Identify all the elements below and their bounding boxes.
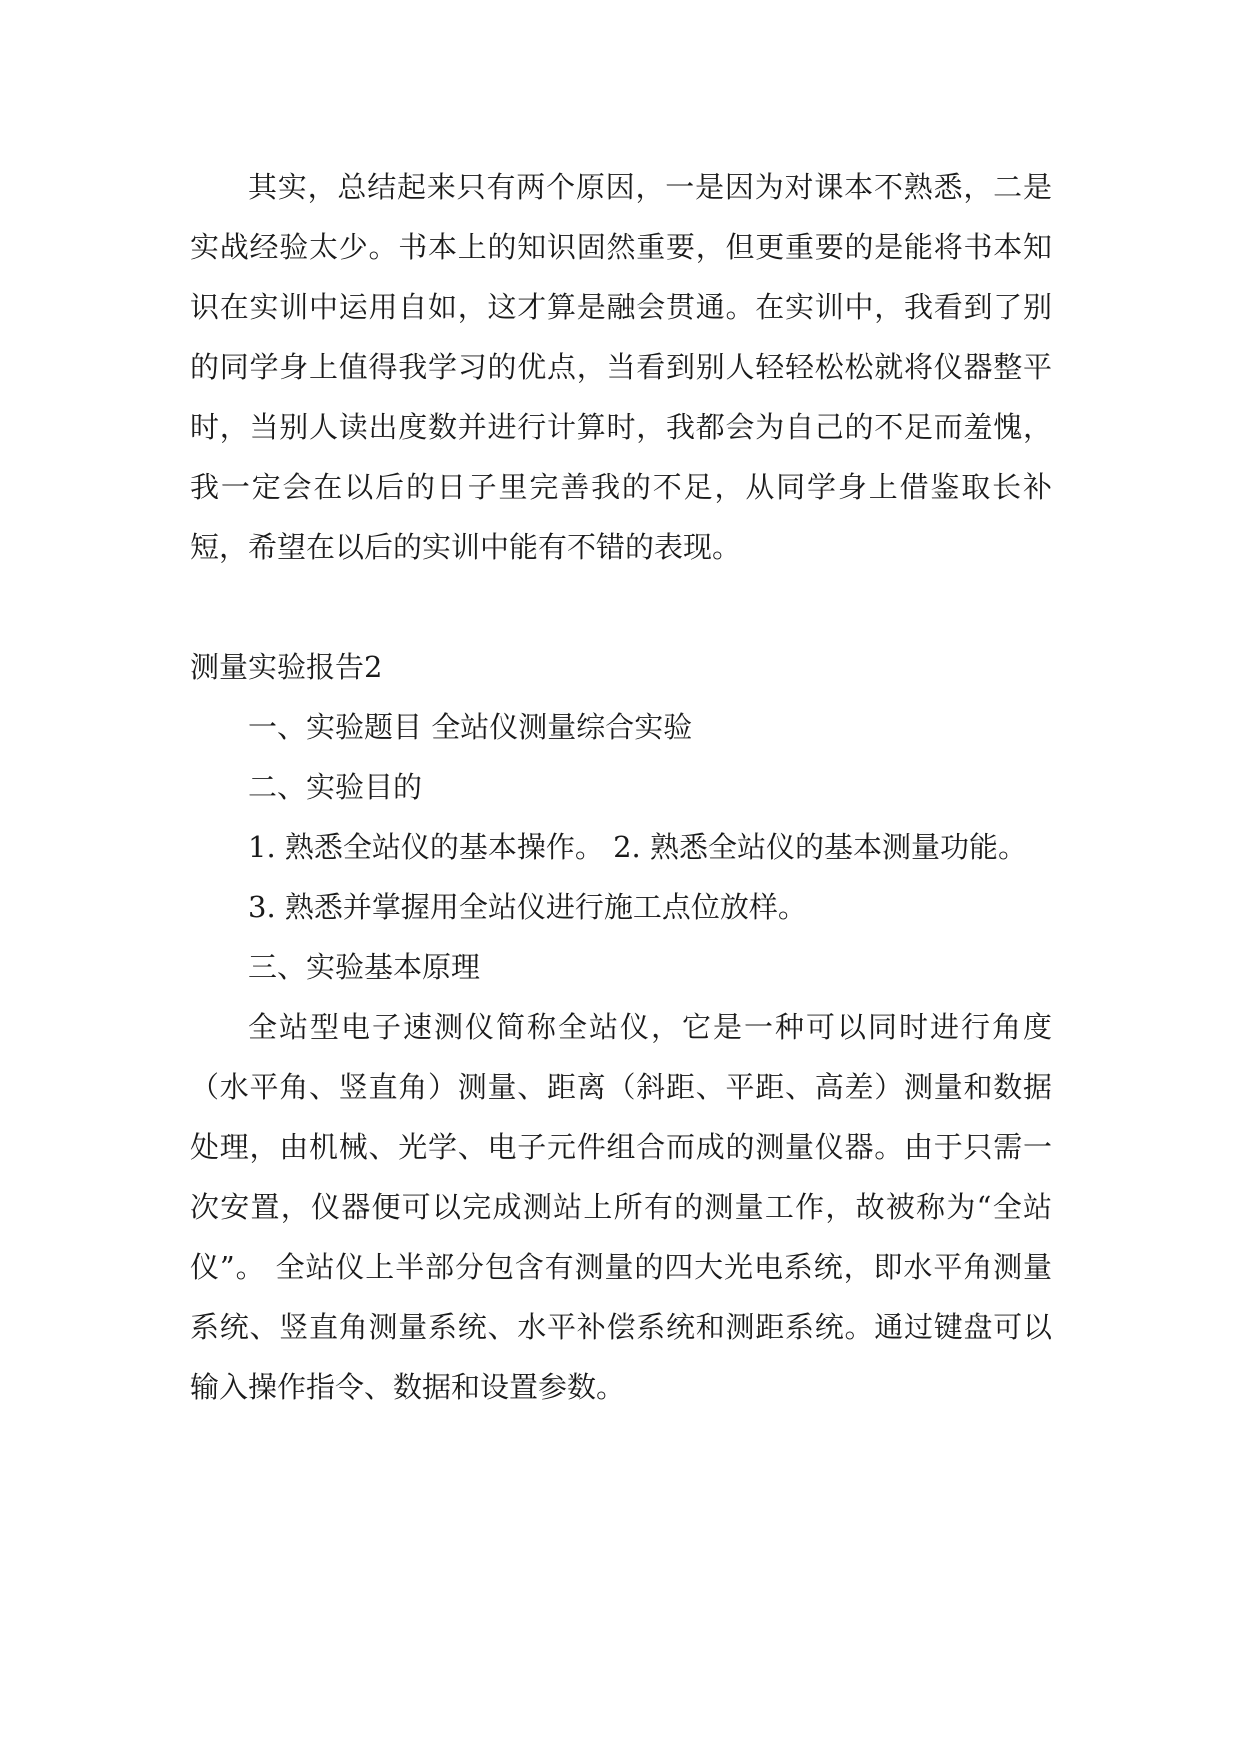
- objective-list-item-3: 3. 熟悉并掌握用全站仪进行施工点位放样。: [248, 890, 807, 924]
- principle-paragraph: 全站型电子速测仪简称全站仪，它是一种可以同时进行角度（水平角、竖直角）测量、距离（斜距、平距、高差）测量和数据处理，由机械、光学、电子元件组合而成的测量仪器。由于只需一次安置，仪器便可以完成测站上所有的测量工作，故被称为“全站仪”。 全站仪上半部分包含有测量的四大光电系统，即水平角测量系统、竖直角测量系统、水平补偿系统和测距系统。通过键盘可以输入操作指令、数据和设置参数。: [190, 1010, 1052, 1404]
- section-heading-experiment-purpose: 二、实验目的: [248, 770, 423, 804]
- report-title: 测量实验报告2: [190, 650, 383, 684]
- objective-list-item: 1. 熟悉全站仪的基本操作。 2. 熟悉全站仪的基本测量功能。: [248, 830, 1027, 864]
- section-heading-experiment-title: 一、实验题目 全站仪测量综合实验: [248, 710, 693, 744]
- summary-paragraph: 其实，总结起来只有两个原因，一是因为对课本不熟悉，二是实战经验太少。书本上的知识固然重要，但更重要的是能将书本知识在实训中运用自如，这才算是融会贯通。在实训中，我看到了别的同学身上值得我学习的优点，当看到别人轻轻松松就将仪器整平时，当别人读出度数并进行计算时，我都会为自己的不足而羞愧，我一定会在以后的日子里完善我的不足，从同学身上借鉴取长补短，希望在以后的实训中能有不错的表现。: [190, 170, 1052, 564]
- section-heading-basic-principle: 三、实验基本原理: [248, 950, 481, 984]
- document-body: [190, 157, 1052, 1417]
